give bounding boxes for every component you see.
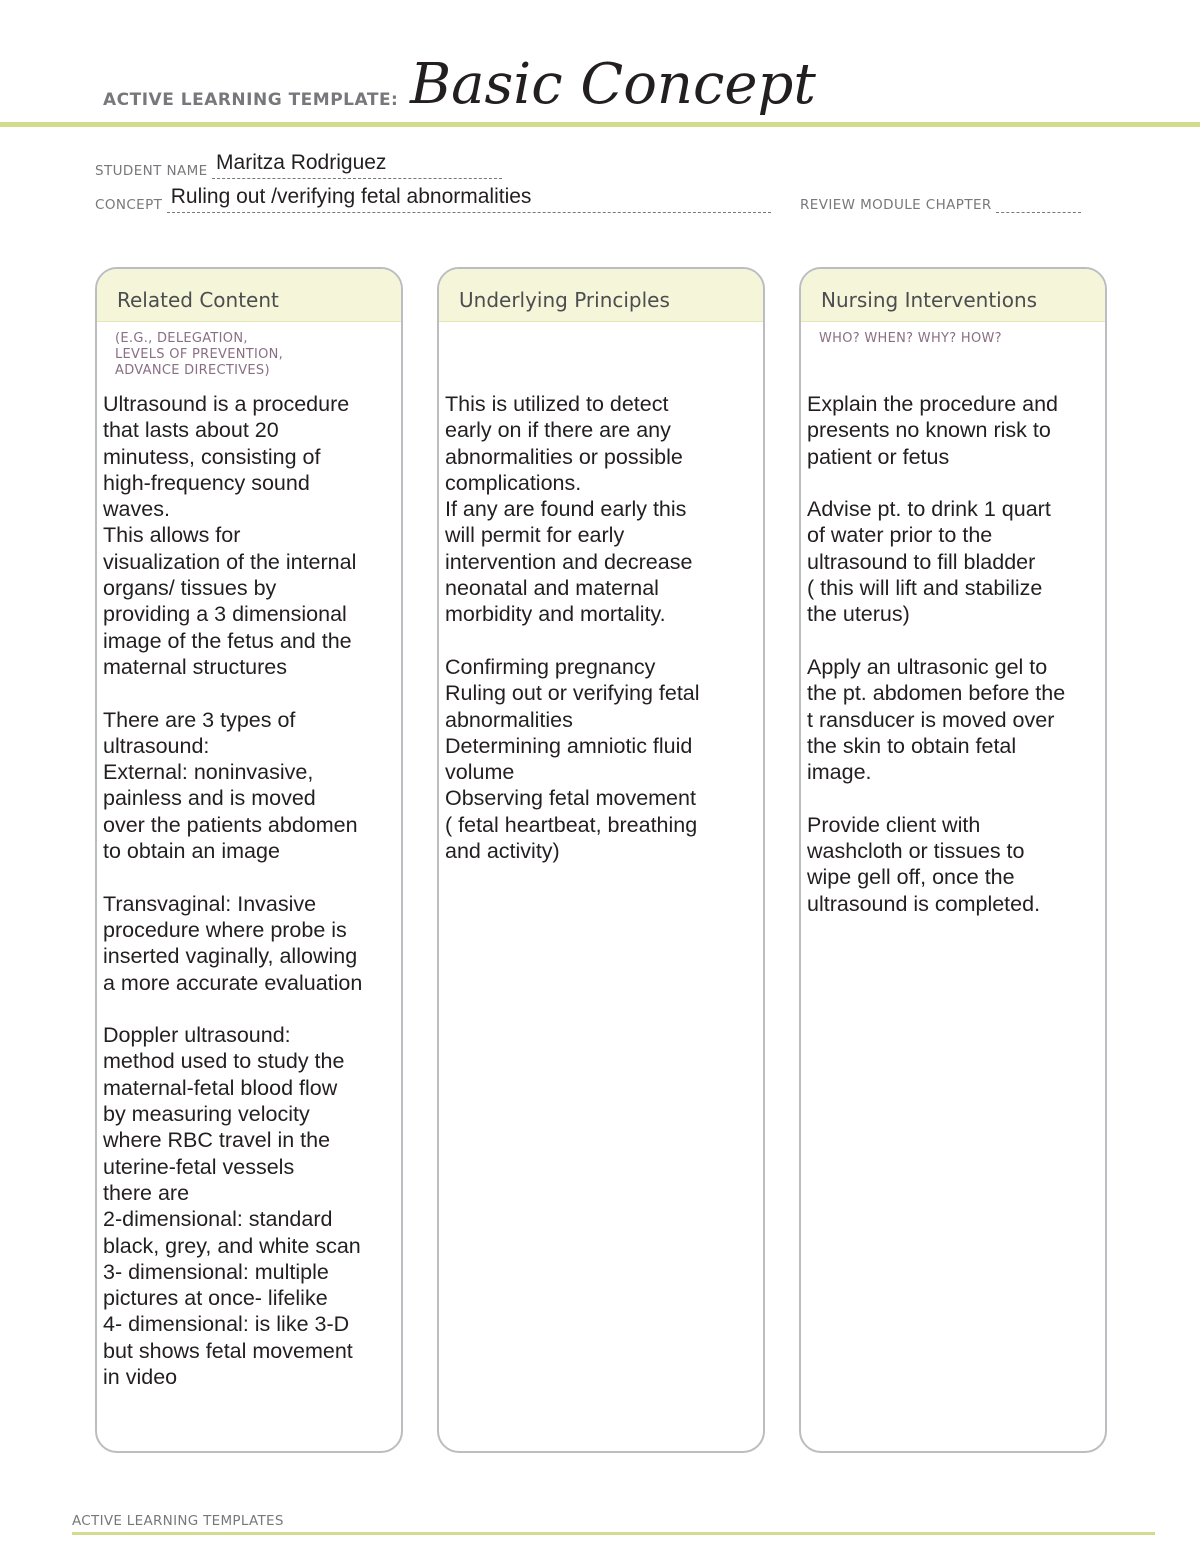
student-name-field[interactable] — [212, 152, 502, 179]
related-content-subtitle: (E.G., DELEGATION, LEVELS OF PREVENTION, ADVANCE DIRECTIVES) — [115, 331, 284, 378]
review-module-label: REVIEW MODULE CHAPTER — [800, 197, 992, 213]
underlying-principles-box — [437, 267, 765, 1453]
concept-field[interactable] — [167, 186, 771, 213]
related-content-box — [95, 267, 403, 1453]
footer-divider — [72, 1532, 1155, 1535]
template-type-label: ACTIVE LEARNING TEMPLATE: — [103, 90, 399, 110]
footer-label: ACTIVE LEARNING TEMPLATES — [72, 1513, 284, 1529]
nursing-interventions-text[interactable]: Explain the procedure and presents no known risk to patient or fetus Advise pt. to drink 1 quart of water prior to the ultrasound to fill bladder ( this will lift and stabilize the uterus) Apply an ultrasonic gel to the pt. abdomen before the t ransducer is moved over the skin to obtain fetal image. Provide client with washcloth or tissues to wipe gell off, once the ultrasound is completed. — [807, 392, 1066, 916]
concept-row — [95, 186, 771, 213]
concept-value: Ruling out /verifying fetal abnormalities — [170, 185, 532, 208]
nursing-interventions-subtitle: WHO? WHEN? WHY? HOW? — [819, 331, 1002, 346]
review-module-field[interactable] — [996, 186, 1081, 213]
related-content-title: Related Content — [97, 269, 401, 322]
related-content-text[interactable]: Ultrasound is a procedure that lasts about 20 minutess, consisting of high-frequency sound waves. This allows for visualization of the internal organs/ tissues by providing a 3 dimensional image of the fetus and the maternal structures There are 3 types of ultrasound: External: noninvasive, painless and is moved over the patients abdomen to obtain an image Transvaginal: Invasive procedure where probe is inserted vaginally, allowing a more accurate evaluation Doppler ultrasound: method used to study the maternal-fetal blood flow by measuring velocity where RBC travel in the uterine-fetal vessels there are 2-dimensional: standard black, grey, and white scan 3- dimensional: multiple pictures at once- lifelike 4- dimensional: is like 3-D but shows fetal movement in video — [103, 392, 363, 1389]
student-name-value: Maritza Rodriguez — [216, 151, 387, 174]
nursing-interventions-box — [799, 267, 1107, 1453]
student-name-label: STUDENT NAME — [95, 163, 208, 179]
student-name-row — [95, 152, 502, 179]
concept-label: CONCEPT — [95, 197, 163, 213]
header-divider — [0, 122, 1200, 127]
underlying-principles-text[interactable]: This is utilized to detect early on if there are any abnormalities or possible complications. If any are found early this will permit for early intervention and decrease neonatal and maternal morbidity and mortality. Confirming pregnancy Ruling out or verifying fetal abnormalities Determining amniotic fluid volume Observing fetal movement ( fetal heartbeat, breathing and activity) — [445, 392, 700, 864]
review-module-row — [800, 186, 1081, 213]
template-title: Basic Concept — [410, 52, 816, 117]
nursing-interventions-title: Nursing Interventions — [801, 269, 1105, 322]
underlying-principles-title: Underlying Principles — [439, 269, 763, 322]
